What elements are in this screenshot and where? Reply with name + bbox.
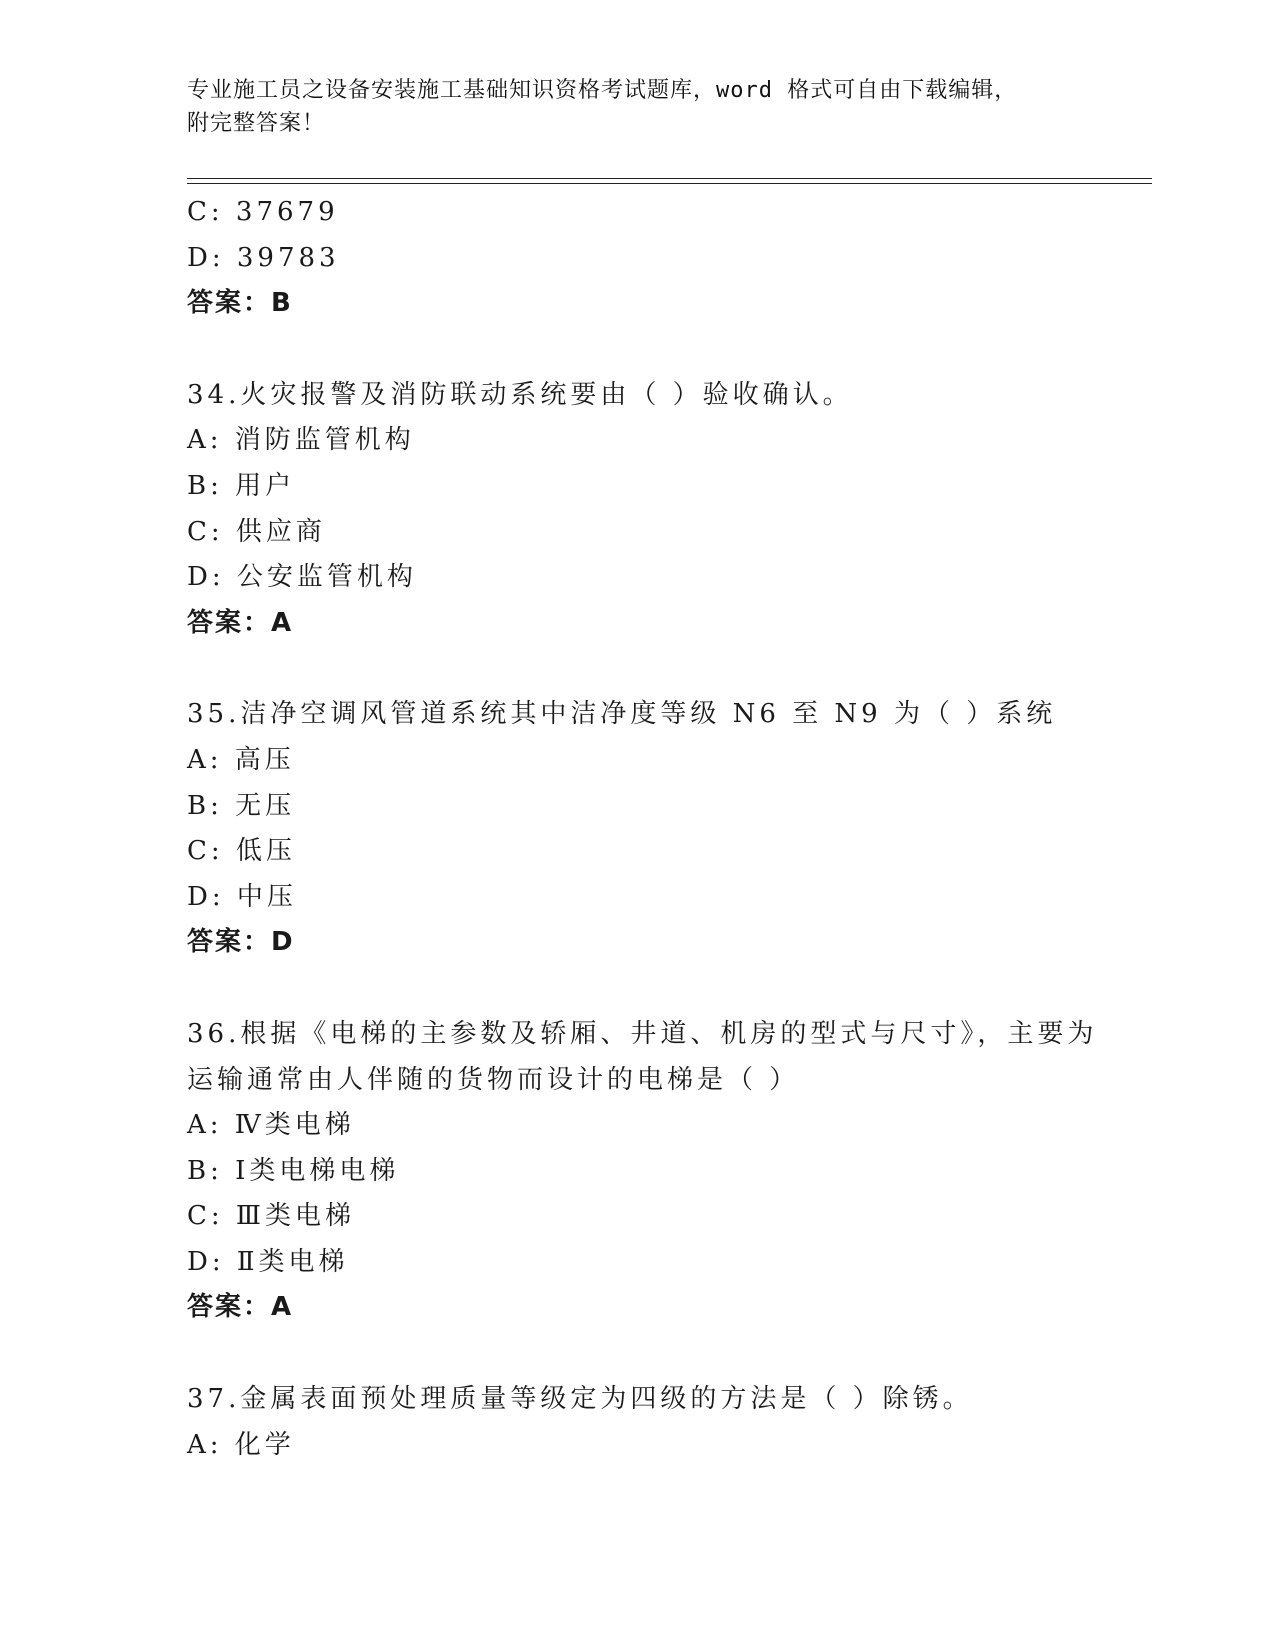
block-spacer	[187, 966, 1152, 1012]
option-line: C: 37679	[187, 197, 339, 227]
question-block	[187, 1012, 1152, 1331]
question-block	[187, 1377, 1152, 1468]
block-spacer	[187, 646, 1152, 692]
question-text: 运输通常由人伴随的货物而设计的电梯是（ ）	[187, 1064, 800, 1095]
option-line: C: Ⅲ类电梯	[187, 1201, 355, 1232]
header-divider-top	[187, 178, 1152, 179]
option-line: C: 供应商	[187, 516, 326, 547]
option-line: D: 中压	[187, 881, 297, 912]
answer-line: 答案：A	[187, 1292, 294, 1323]
question-block	[187, 190, 1152, 327]
option-line: A: 消防监管机构	[187, 425, 415, 456]
question-text: 37.金属表面预处理质量等级定为四级的方法是（ ）除锈。	[187, 1384, 973, 1415]
question-list	[187, 190, 1152, 1468]
question-block	[187, 373, 1152, 647]
option-line: B: 用户	[187, 470, 296, 501]
option-line: D: Ⅱ类电梯	[187, 1246, 349, 1277]
header-line-1: 专业施工员之设备安装施工基础知识资格考试题库，word 格式可自由下载编辑，	[187, 78, 1018, 103]
header-divider-bottom	[187, 183, 1152, 184]
block-spacer	[187, 327, 1152, 373]
option-line: A: 化学	[187, 1429, 295, 1460]
question-text: 36.根据《电梯的主参数及轿厢、井道、机房的型式与尺寸》，主要为	[187, 1018, 1098, 1049]
answer-line: 答案：A	[187, 607, 294, 638]
option-line: D: 公安监管机构	[187, 562, 417, 593]
option-line: A: Ⅳ类电梯	[187, 1110, 355, 1141]
question-text: 35.洁净空调风管道系统其中洁净度等级 N6 至 N9 为（ ）系统	[187, 699, 1057, 730]
option-line: B: Ⅰ类电梯电梯	[187, 1155, 400, 1186]
document-header	[187, 74, 1087, 140]
option-line: A: 高压	[187, 744, 295, 775]
block-spacer	[187, 1331, 1152, 1377]
question-block	[187, 692, 1152, 966]
option-line: D: 39783	[187, 242, 340, 273]
answer-line: 答案：D	[187, 927, 295, 958]
question-text: 34.火灾报警及消防联动系统要由（ ）验收确认。	[187, 379, 853, 410]
option-line: B: 无压	[187, 790, 296, 821]
answer-line: 答案：B	[187, 288, 293, 319]
header-line-2: 附完整答案！	[187, 111, 326, 136]
option-line: C: 低压	[187, 836, 296, 867]
